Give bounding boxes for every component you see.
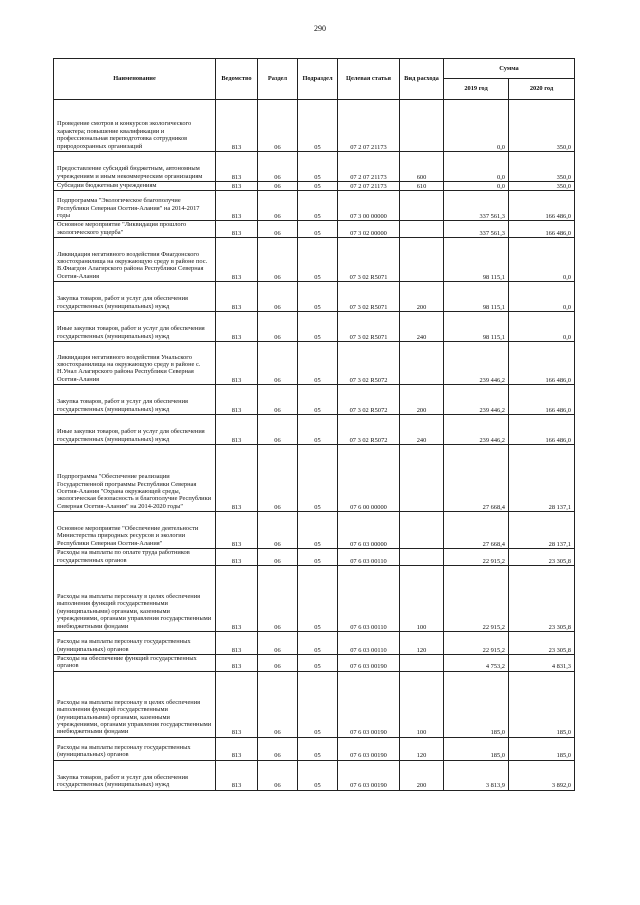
cell-sum-2020: 4 831,3 [509,655,575,672]
cell-expense-type: 100 [400,566,444,632]
cell-razdel: 06 [258,566,298,632]
cell-name: Расходы на выплаты персоналу государственных (муниципальных) органов [54,632,216,655]
header-sum: Сумма [444,59,575,79]
cell-podrazdel: 05 [298,282,338,312]
cell-razdel: 06 [258,671,298,737]
cell-razdel: 06 [258,191,298,221]
table-row [54,566,575,632]
cell-name: Закупка товаров, работ и услуг для обеспечения государственных (муниципальных) нужд [54,760,216,790]
cell-podrazdel: 05 [298,221,338,238]
cell-name: Иные закупки товаров, работ и услуг для обеспечения государственных (муниципальных) нужд [54,312,216,342]
cell-sum-2019: 3 813,9 [444,760,509,790]
cell-target-article: 07 3 02 00000 [338,221,400,238]
cell-vedomstvo: 813 [216,312,258,342]
cell-podrazdel: 05 [298,445,338,512]
cell-target-article: 07 2 07 21173 [338,100,400,152]
cell-sum-2020: 166 486,0 [509,342,575,385]
cell-target-article: 07 6 03 00000 [338,512,400,549]
cell-vedomstvo: 813 [216,100,258,152]
cell-vedomstvo: 813 [216,671,258,737]
table-row [54,655,575,672]
cell-sum-2020: 185,0 [509,671,575,737]
page-number: 290 [314,24,326,33]
cell-sum-2020: 0,0 [509,282,575,312]
cell-sum-2019: 22 915,2 [444,549,509,566]
cell-sum-2019: 337 561,3 [444,221,509,238]
cell-razdel: 06 [258,100,298,152]
cell-razdel: 06 [258,549,298,566]
cell-vedomstvo: 813 [216,632,258,655]
cell-razdel: 06 [258,760,298,790]
cell-target-article: 07 3 02 R5072 [338,385,400,415]
table-row [54,191,575,221]
cell-expense-type [400,445,444,512]
table-row [54,415,575,445]
header-year-2019: 2019 год [444,79,509,100]
cell-podrazdel: 05 [298,566,338,632]
cell-razdel: 06 [258,385,298,415]
cell-name: Основное мероприятие "Обеспечение деятельности Министерства природных ресурсов и экологии Республики Северная Осетия-Алания" [54,512,216,549]
cell-expense-type [400,238,444,282]
cell-sum-2020: 0,0 [509,238,575,282]
cell-razdel: 06 [258,415,298,445]
cell-vedomstvo: 813 [216,549,258,566]
cell-sum-2019: 337 561,3 [444,191,509,221]
cell-vedomstvo: 813 [216,182,258,191]
cell-name: Ликвидация негативного воздействия Унальского хвостохранилища на окружающую среду в районе с. Н.Унал Алагирского района Республики Северная Осетия-Алания [54,342,216,385]
cell-sum-2020: 185,0 [509,737,575,760]
cell-sum-2019: 27 668,4 [444,445,509,512]
cell-podrazdel: 05 [298,632,338,655]
cell-sum-2019: 0,0 [444,152,509,182]
cell-sum-2019: 0,0 [444,100,509,152]
cell-vedomstvo: 813 [216,760,258,790]
table-row [54,445,575,512]
cell-vedomstvo: 813 [216,415,258,445]
cell-sum-2019: 27 668,4 [444,512,509,549]
cell-sum-2020: 350,0 [509,100,575,152]
budget-table [53,58,575,791]
cell-razdel: 06 [258,445,298,512]
cell-razdel: 06 [258,182,298,191]
cell-sum-2019: 185,0 [444,737,509,760]
cell-vedomstvo: 813 [216,191,258,221]
cell-razdel: 06 [258,221,298,238]
cell-sum-2019: 0,0 [444,182,509,191]
cell-target-article: 07 3 02 R5071 [338,312,400,342]
table-body [54,100,575,791]
cell-sum-2019: 22 915,2 [444,632,509,655]
cell-expense-type [400,549,444,566]
header-expense-type: Вид расхода [400,59,444,100]
cell-name: Субсидии бюджетным учреждениям [54,182,216,191]
table-row [54,238,575,282]
cell-sum-2020: 350,0 [509,182,575,191]
cell-expense-type [400,512,444,549]
cell-target-article: 07 6 03 00110 [338,566,400,632]
cell-expense-type [400,655,444,672]
cell-sum-2020: 23 305,8 [509,632,575,655]
cell-target-article: 07 3 02 R5072 [338,415,400,445]
cell-name: Расходы на обеспечение функций государственных органов [54,655,216,672]
header-razdel: Раздел [258,59,298,100]
table-row [54,282,575,312]
cell-sum-2020: 28 137,1 [509,445,575,512]
cell-vedomstvo: 813 [216,342,258,385]
cell-podrazdel: 05 [298,737,338,760]
table-row [54,671,575,737]
table-row [54,342,575,385]
cell-name: Иные закупки товаров, работ и услуг для обеспечения государственных (муниципальных) нужд [54,415,216,445]
cell-sum-2019: 185,0 [444,671,509,737]
cell-expense-type: 240 [400,415,444,445]
cell-sum-2020: 166 486,0 [509,385,575,415]
cell-name: Закупка товаров, работ и услуг для обеспечения государственных (муниципальных) нужд [54,282,216,312]
cell-razdel: 06 [258,152,298,182]
cell-vedomstvo: 813 [216,445,258,512]
cell-name: Подпрограмма "Обеспечение реализации Государственной программы Республики Северная Осетия-Алания "Охрана окружающей среды, экологическая безопасность и благополучие Республики Северная Осетия-Алания" на 2014-2020 годы" [54,445,216,512]
cell-sum-2019: 239 446,2 [444,415,509,445]
table-row [54,512,575,549]
cell-podrazdel: 05 [298,342,338,385]
cell-podrazdel: 05 [298,549,338,566]
cell-expense-type [400,221,444,238]
cell-target-article: 07 3 02 R5072 [338,342,400,385]
cell-expense-type [400,100,444,152]
cell-podrazdel: 05 [298,655,338,672]
cell-target-article: 07 6 00 00000 [338,445,400,512]
header-target-article: Целевая статья [338,59,400,100]
cell-sum-2020: 350,0 [509,152,575,182]
cell-name: Расходы на выплаты по оплате труда работников государственных органов [54,549,216,566]
cell-expense-type [400,342,444,385]
table-row [54,737,575,760]
cell-expense-type: 200 [400,760,444,790]
table-row [54,182,575,191]
cell-sum-2020: 166 486,0 [509,221,575,238]
cell-podrazdel: 05 [298,100,338,152]
cell-sum-2020: 23 305,8 [509,566,575,632]
cell-sum-2020: 3 892,0 [509,760,575,790]
table-row [54,152,575,182]
cell-podrazdel: 05 [298,671,338,737]
table-row [54,385,575,415]
cell-target-article: 07 3 02 R5071 [338,282,400,312]
cell-vedomstvo: 813 [216,655,258,672]
cell-podrazdel: 05 [298,512,338,549]
cell-vedomstvo: 813 [216,238,258,282]
cell-target-article: 07 6 03 00110 [338,632,400,655]
cell-expense-type: 240 [400,312,444,342]
cell-target-article: 07 6 03 00190 [338,671,400,737]
cell-target-article: 07 6 03 00190 [338,760,400,790]
cell-sum-2020: 166 486,0 [509,415,575,445]
cell-podrazdel: 05 [298,385,338,415]
cell-razdel: 06 [258,312,298,342]
cell-sum-2020: 28 137,1 [509,512,575,549]
cell-podrazdel: 05 [298,415,338,445]
cell-name: Расходы на выплаты персоналу в целях обеспечения выполнения функций государственными (муниципальными) органами, казенными учреждениями, органами управления государственными внебюджетными фондами [54,671,216,737]
cell-sum-2020: 166 486,0 [509,191,575,221]
cell-sum-2020: 23 305,8 [509,549,575,566]
cell-name: Проведение смотров и конкурсов экологического характера; повышение квалификации и профессиональная переподготовка сотрудников природоохранных организаций [54,100,216,152]
cell-sum-2019: 98 115,1 [444,312,509,342]
header-name: Наименование [54,59,216,100]
cell-razdel: 06 [258,282,298,312]
cell-expense-type: 100 [400,671,444,737]
cell-name: Расходы на выплаты персоналу государственных (муниципальных) органов [54,737,216,760]
cell-target-article: 07 6 03 00190 [338,737,400,760]
cell-sum-2019: 22 915,2 [444,566,509,632]
cell-target-article: 07 3 00 00000 [338,191,400,221]
cell-podrazdel: 05 [298,191,338,221]
cell-vedomstvo: 813 [216,152,258,182]
cell-target-article: 07 3 02 R5071 [338,238,400,282]
cell-podrazdel: 05 [298,182,338,191]
cell-name: Расходы на выплаты персоналу в целях обеспечения выполнения функций государственными (муниципальными) органами, казенными учреждениями, органами управления государственными внебюджетными фондами [54,566,216,632]
cell-sum-2019: 239 446,2 [444,385,509,415]
cell-expense-type: 200 [400,385,444,415]
cell-name: Ликвидация негативного воздействия Фиагдонского хвостохранилища на окружающую среду в районе пос. В.Фиагдон Алагирского района Республики Северная Осетия-Алания [54,238,216,282]
cell-vedomstvo: 813 [216,737,258,760]
cell-expense-type: 600 [400,152,444,182]
cell-razdel: 06 [258,655,298,672]
cell-podrazdel: 05 [298,152,338,182]
table-row [54,760,575,790]
cell-expense-type: 120 [400,632,444,655]
table-header [54,59,575,100]
cell-name: Предоставление субсидий бюджетным, автономным учреждениям и иным некоммерческим организациям [54,152,216,182]
cell-target-article: 07 6 03 00110 [338,549,400,566]
cell-vedomstvo: 813 [216,282,258,312]
cell-sum-2019: 4 753,2 [444,655,509,672]
cell-sum-2019: 239 446,2 [444,342,509,385]
header-podrazdel: Подраздел [298,59,338,100]
cell-expense-type: 610 [400,182,444,191]
table-row [54,100,575,152]
cell-razdel: 06 [258,632,298,655]
cell-target-article: 07 6 03 00190 [338,655,400,672]
table-row [54,549,575,566]
cell-razdel: 06 [258,238,298,282]
cell-expense-type: 120 [400,737,444,760]
cell-razdel: 06 [258,342,298,385]
cell-expense-type [400,191,444,221]
header-vedomstvo: Ведомство [216,59,258,100]
header-year-2020: 2020 год [509,79,575,100]
cell-target-article: 07 2 07 21173 [338,152,400,182]
cell-podrazdel: 05 [298,312,338,342]
cell-sum-2019: 98 115,1 [444,282,509,312]
cell-name: Подпрограмма "Экологическое благополучие Республики Северная Осетия-Алания" на 2014-2017 годы [54,191,216,221]
cell-sum-2020: 0,0 [509,312,575,342]
cell-sum-2019: 98 115,1 [444,238,509,282]
cell-razdel: 06 [258,737,298,760]
cell-vedomstvo: 813 [216,512,258,549]
cell-vedomstvo: 813 [216,385,258,415]
cell-razdel: 06 [258,512,298,549]
cell-target-article: 07 2 07 21173 [338,182,400,191]
cell-podrazdel: 05 [298,238,338,282]
cell-podrazdel: 05 [298,760,338,790]
table-row [54,312,575,342]
cell-vedomstvo: 813 [216,221,258,238]
cell-vedomstvo: 813 [216,566,258,632]
table-row [54,221,575,238]
table-row [54,632,575,655]
cell-expense-type: 200 [400,282,444,312]
cell-name: Закупка товаров, работ и услуг для обеспечения государственных (муниципальных) нужд [54,385,216,415]
cell-name: Основное мероприятие "Ликвидация прошлого экологического ущерба" [54,221,216,238]
